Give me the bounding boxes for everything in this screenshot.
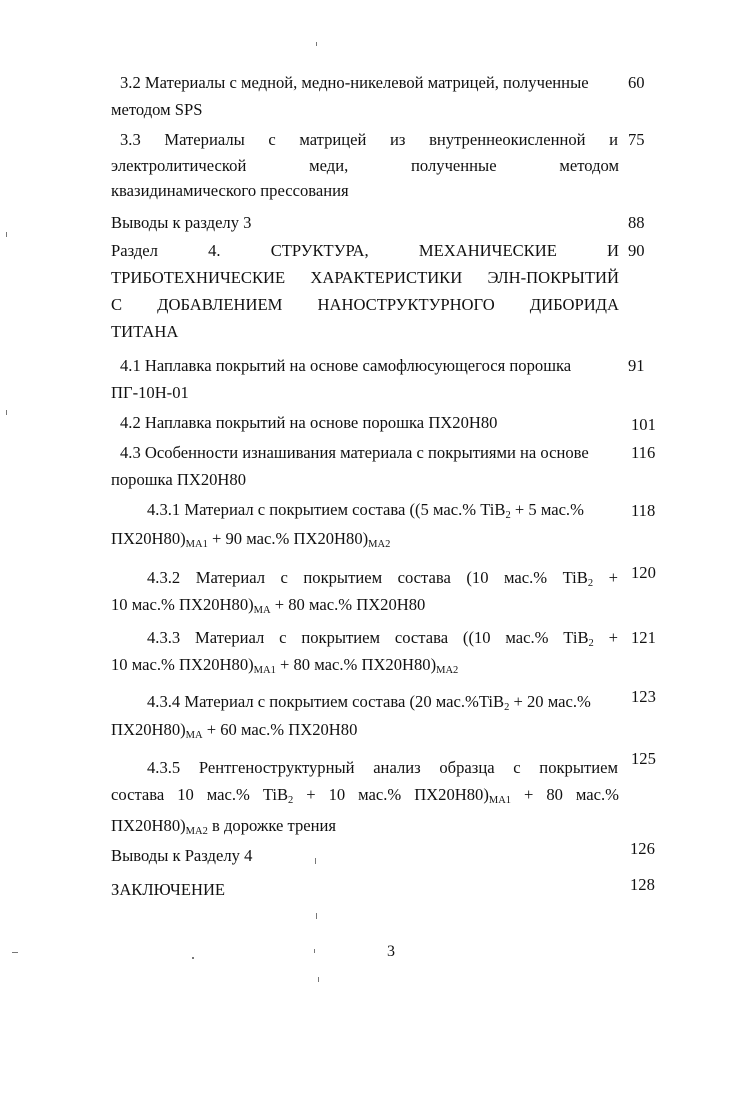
toc-entry-text: Раздел 4. СТРУКТУРА, МЕХАНИЧЕСКИЕ И [111,241,619,260]
toc-entry-text: состава 10 мас.% TiB [111,785,289,804]
subscript: 2 [588,638,594,649]
toc-page-number: 125 [631,749,656,768]
toc-page-number: 123 [631,687,656,706]
toc-entry-conclusions-4 [111,843,619,868]
subscript: МА [185,730,203,741]
toc-page-number: 128 [630,875,655,894]
toc-entry-text: в дорожке трения [207,816,337,835]
toc-entry-text: Выводы к Разделу 4 [111,846,253,865]
toc-entry-text: ТИТАНА [111,322,179,341]
toc-page-number: 90 [628,241,645,260]
toc-entry-text: порошка ПХ20Н80 [111,470,247,489]
toc-entry-text: 4.3 Особенности изнашивания материала с покрытиями на основе [120,443,589,462]
toc-entry-text: методом SPS [111,100,203,119]
toc-entry-text: ПХ20Н80) [111,816,186,835]
toc-entry-text: Выводы к разделу 3 [111,213,252,232]
toc-entry-4-2 [120,410,618,435]
toc-entry-4-3-5-cont [111,782,619,844]
subscript: 2 [288,795,294,806]
subscript: МА2 [185,826,208,837]
toc-entry-text: + 80 мас.% ПХ20Н80) [275,655,437,674]
toc-entry-final-conclusion [111,877,619,902]
toc-entry-text: 4.3.5 Рентгеноструктурный анализ образца с покрытием [147,758,618,777]
toc-entry-text: С ДОБАВЛЕНИЕМ НАНОСТРУКТУРНОГО ДИБОРИДА [111,295,619,314]
toc-entry-4-3-3-cont [111,652,619,683]
subscript: 2 [505,510,511,521]
toc-entry-3-2-cont [111,97,619,122]
toc-entry-4-3-2-cont [111,592,619,623]
subscript: МА2 [368,539,391,550]
scan-speck [6,232,7,237]
toc-entry-text: 4.3.3 Материал с покрытием состава ((10 мас.% TiB [147,628,589,647]
page-number: 3 [387,943,395,960]
scan-speck [12,952,18,953]
subscript: 2 [504,702,510,713]
scan-speck [316,42,317,46]
toc-entry-text: + [593,628,618,647]
toc-entry-text: + 80 мас.% ПХ20Н80 [270,595,426,614]
toc-entry-text: 10 мас.% ПХ20Н80) [111,655,254,674]
toc-entry-text: электролитической меди, полученные методом [111,156,619,175]
toc-entry-4-3-4-cont [111,717,619,748]
toc-entry-3-3-cont [111,153,619,203]
toc-page-number: 88 [628,213,645,232]
toc-entry-4-1 [120,353,618,378]
toc-entry-text: ПГ-10Н-01 [111,383,189,402]
scan-speck [316,913,317,919]
toc-entry-text: 4.3.1 Материал с покрытием состава ((5 мас.% TiB [147,500,506,519]
toc-entry-text: 4.1 Наплавка покрытий на основе самофлюсующегося порошка [120,356,572,375]
toc-page-number: 116 [631,443,656,462]
subscript: МА2 [436,665,459,676]
toc-entry-4-3-1 [147,497,618,528]
toc-entry-4-3-4 [147,689,618,720]
subscript: МА1 [185,539,208,550]
toc-entry-text: квазидинамического прессования [111,181,349,200]
toc-page-number: 120 [631,563,656,582]
toc-entry-4-3 [120,440,618,465]
toc-entry-text: ЗАКЛЮЧЕНИЕ [111,880,226,899]
toc-entry-text: ТРИБОТЕХНИЧЕСКИЕ ХАРАКТЕРИСТИКИ ЭЛН-ПОКРЫТИЙ [111,268,619,287]
toc-entry-text: + 60 мас.% ПХ20Н80 [202,720,358,739]
toc-entry-text: ПХ20Н80) [111,529,186,548]
toc-entry-4-3-1-cont [111,526,619,557]
subscript: 2 [587,578,594,589]
toc-page-number: 118 [631,501,656,520]
scan-speck [192,957,194,959]
toc-entry-3-2 [120,70,618,95]
subscript: МА1 [488,795,512,806]
toc-entry-text: + 90 мас.% ПХ20Н80) [207,529,369,548]
toc-entry-conclusions-3 [111,210,619,235]
toc-entry-text: 4.3.2 Материал с покрытием состава (10 мас.% TiB [147,568,588,587]
toc-page-number: 126 [630,839,655,858]
scan-speck [314,949,315,953]
toc-entry-text: 3.2 Материалы с медной, медно-никелевой матрицей, полученные [120,73,589,92]
toc-page-number: 121 [631,628,656,647]
toc-entry-text: 3.3 Материалы с матрицей из внутреннеокисленной и [120,130,618,149]
toc-entry-text: + 20 мас.% [509,692,591,711]
subscript: МА1 [253,665,276,676]
toc-page-number: 101 [631,415,656,434]
toc-entry-text: + 10 мас.% ПХ20Н80) [293,785,489,804]
toc-entry-text: + 5 мас.% [510,500,584,519]
toc-page-number: 60 [628,73,645,92]
toc-page-number: 75 [628,130,645,149]
scan-speck [318,977,319,982]
toc-entry-text: 10 мас.% ПХ20Н80) [111,595,254,614]
toc-entry-4-3-cont [111,467,619,492]
toc-entry-text: 4.2 Наплавка покрытий на основе порошка ПХ20Н80 [120,413,498,432]
toc-entry-text: 4.3.4 Материал с покрытием состава (20 мас.%TiB [147,692,505,711]
toc-entry-text: ПХ20Н80) [111,720,186,739]
toc-entry-text: + 80 мас.% [511,785,619,804]
subscript: МА [253,605,271,616]
toc-entry-section-4 [111,237,619,345]
toc-entry-3-3 [120,127,618,152]
scan-speck [315,858,316,864]
scan-speck [6,410,7,415]
toc-entry-4-1-cont [111,380,619,405]
toc-entry-text: + [593,568,618,587]
toc-page-number: 91 [628,356,645,375]
toc-entry-4-3-5 [147,755,618,780]
